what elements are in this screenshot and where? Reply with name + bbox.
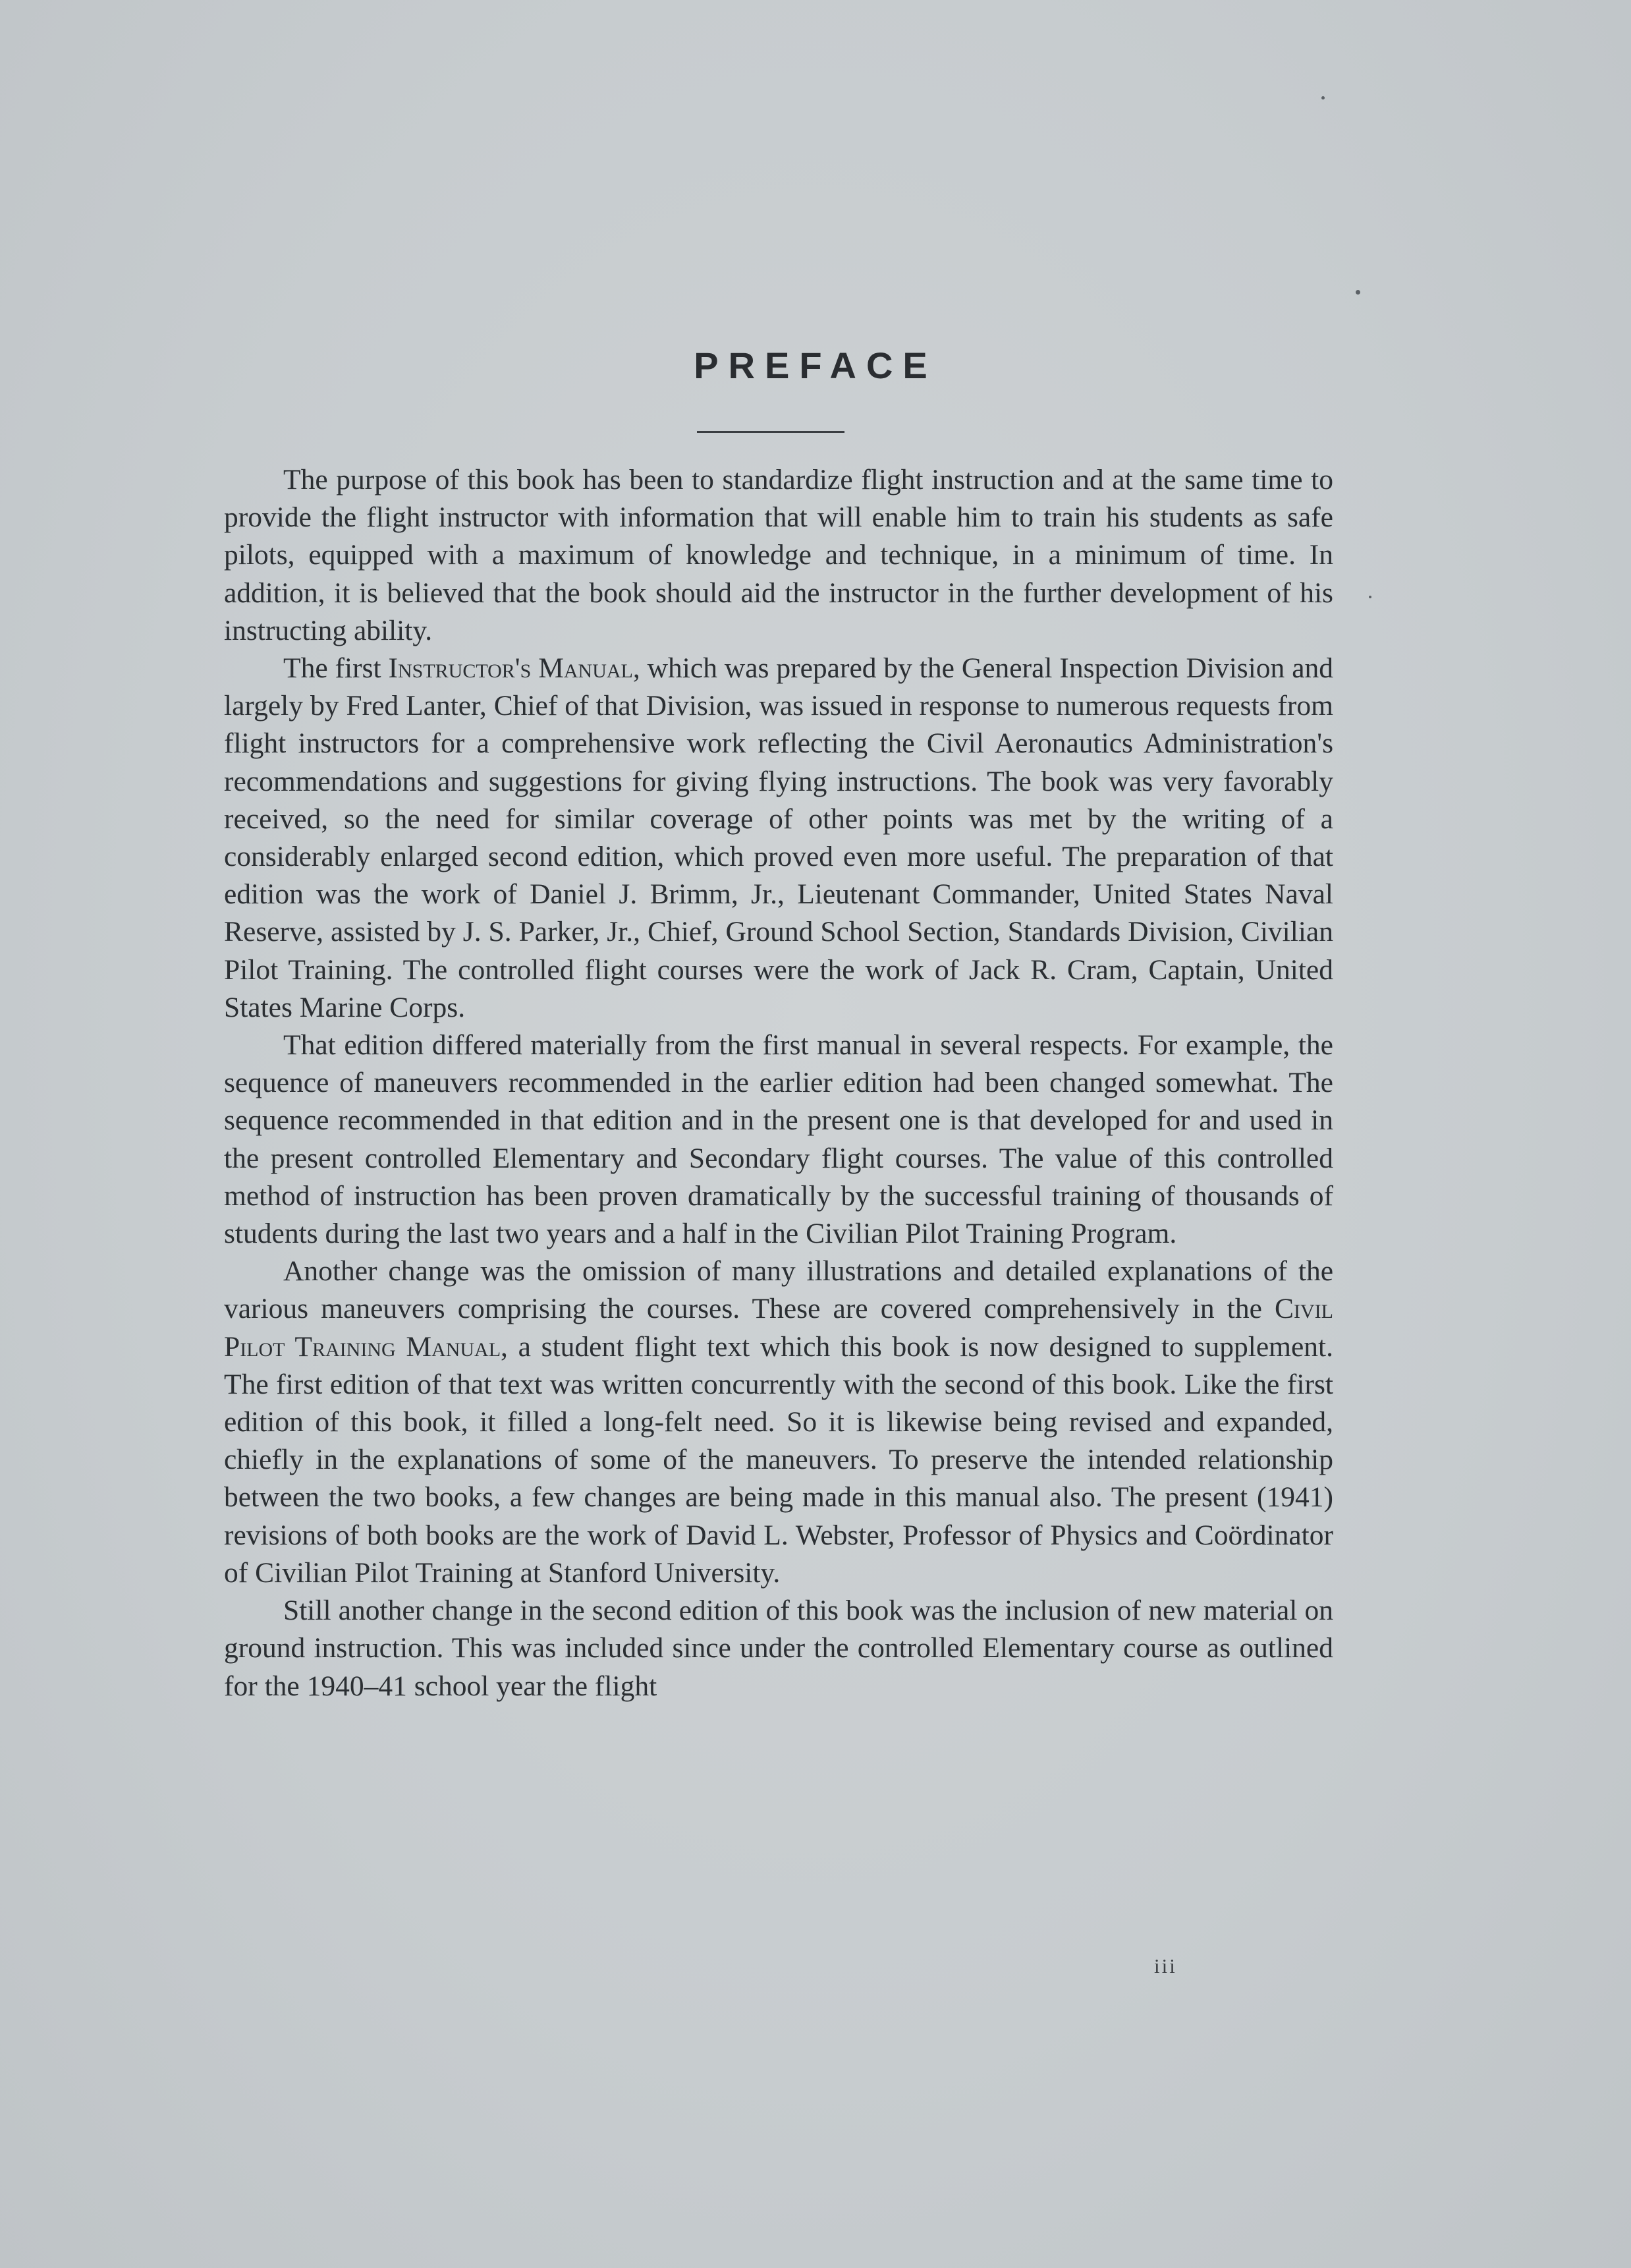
paper-speck — [1321, 96, 1325, 99]
paragraph-4 — [224, 1253, 1333, 1592]
paragraph-2 — [224, 650, 1333, 1027]
paragraph-1: The purpose of this book has been to standardize flight instruction and at the same time to provide the flight instructor with information that will enable him to train his students as safe pilots, equipped with a maximum of knowledge and technique, in a minimum of time. In addition, it is believed that the book should aid the instructor in the further development of his instructing ability. — [224, 464, 1333, 646]
civil-pilot-training-manual-title: Civil Pilot Training Manual — [224, 1293, 1333, 1363]
page-number: iii — [1154, 1954, 1177, 1977]
paper-speck — [1356, 290, 1360, 295]
title-rule — [697, 431, 844, 433]
preface-body — [224, 461, 1333, 1705]
paragraph-2-lead: The first — [283, 652, 389, 685]
paragraph-3: That edition differed materially from the first manual in several respects. For example, the sequence of maneuvers recommended in the earlier edition had been changed somewhat. The sequence recommended in that edition and in the present one is that developed for and used in the present controlled Elementary and Secondary flight courses. The value of this controlled method of instruction has been proven dramatically by the successful training of thousands of students during the last two years and a half in the Civilian Pilot Training Program. — [224, 1029, 1333, 1250]
paragraph-2-rest: , which was prepared by the General Inspection Division and largely by Fred Lanter, Chief of that Division, was issued in response to numerous requests from flight instructors for a comprehensive work reflecting the Civil Aeronautics Administration's recommendations and suggestions for giving flying instructions. The book was very favorably received, so the need for similar coverage of other points was met by the writing of a considerably enlarged second edition, which proved even more useful. The preparation of that edition was the work of Daniel J. Brimm, Jr., Lieutenant Commander, United States Naval Reserve, assisted by J. S. Parker, Jr., Chief, Ground School Section, Standards Division, Civilian Pilot Training. The controlled flight courses were the work of Jack R. Cram, Captain, United States Marine Corps. — [224, 652, 1334, 1023]
paper-speck — [1369, 596, 1371, 598]
instructors-manual-title: Instructor's Manual — [388, 652, 633, 685]
page-title: PREFACE — [694, 345, 937, 386]
paragraph-4-rest: , a student flight text which this book is now designed to supplement. The first edition of that text was written concurrently with the second of this book. Like the first edition of this book, it filled a long-felt need. So it is likewise being revised and expanded, chiefly in the explanations of some of the maneuvers. To preserve the intended relationship between the two books, a few changes are being made in this manual also. The present (1941) revisions of both books are the work of David L. Webster, Professor of Physics and Coördinator of Civilian Pilot Training at Stanford University. — [224, 1330, 1333, 1589]
paragraph-5: Still another change in the second edition of this book was the inclusion of new material on ground instruction. This was included since under the controlled Elementary course as outlined for the 1940–41 school year the flight — [224, 1595, 1333, 1702]
paragraph-4-lead: Another change was the omission of many illustrations and detailed explanations of the various maneuvers comprising the courses. These are covered comprehensively in the — [224, 1255, 1333, 1325]
